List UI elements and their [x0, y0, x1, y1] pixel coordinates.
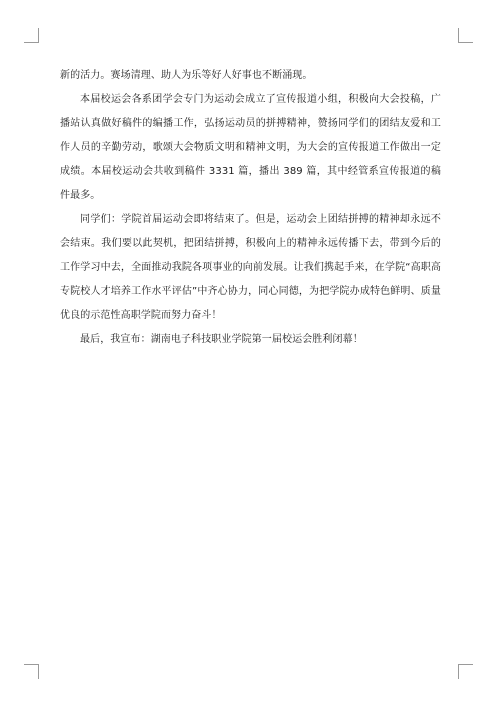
paragraph-declaration: 最后，我宣布：湖南电子科技职业学院第一届校运会胜利闭幕！: [80, 334, 363, 345]
document-body: [60, 64, 441, 352]
crop-mark-bottom-right: [458, 664, 473, 679]
crop-mark-bottom-left: [24, 664, 39, 679]
paragraph-continuation: 新的活力。赛场清理、助人为乐等好人好事也不断涌现。: [60, 70, 313, 81]
crop-mark-top-right: [458, 28, 473, 43]
crop-mark-top-left: [24, 28, 39, 43]
paragraph-publicity: 本届校运会各系团学会专门为运动会成立了宣传报道小组，积极向大会投稿，广播站认真做好稿件的编播工作，弘扬运动员的拼搏精神，赞扬同学们的团结友爱和工作人员的辛勤劳动，歌颂大会物质文明和精神文明，为大会的宣传报道工作做出一定成绩。本届校运动会共收到稿件 3331 篇，播出 389 篇，其中经管系宣传报道的稿件最多。: [60, 94, 441, 201]
paragraph-closing-address: 同学们：学院首届运动会即将结束了。但是，运动会上团结拼搏的精神却永远不会结束。我们要以此契机，把团结拼搏，积极向上的精神永远传播下去，带到今后的工作学习中去，全面推动我院各项事业的向前发展。让我们携起手来，在学院“高职高专院校人才培养工作水平评估”中齐心协力，同心同德，为把学院办成特色鲜明、质量优良的示范性高职学院而努力奋斗！: [60, 214, 441, 321]
